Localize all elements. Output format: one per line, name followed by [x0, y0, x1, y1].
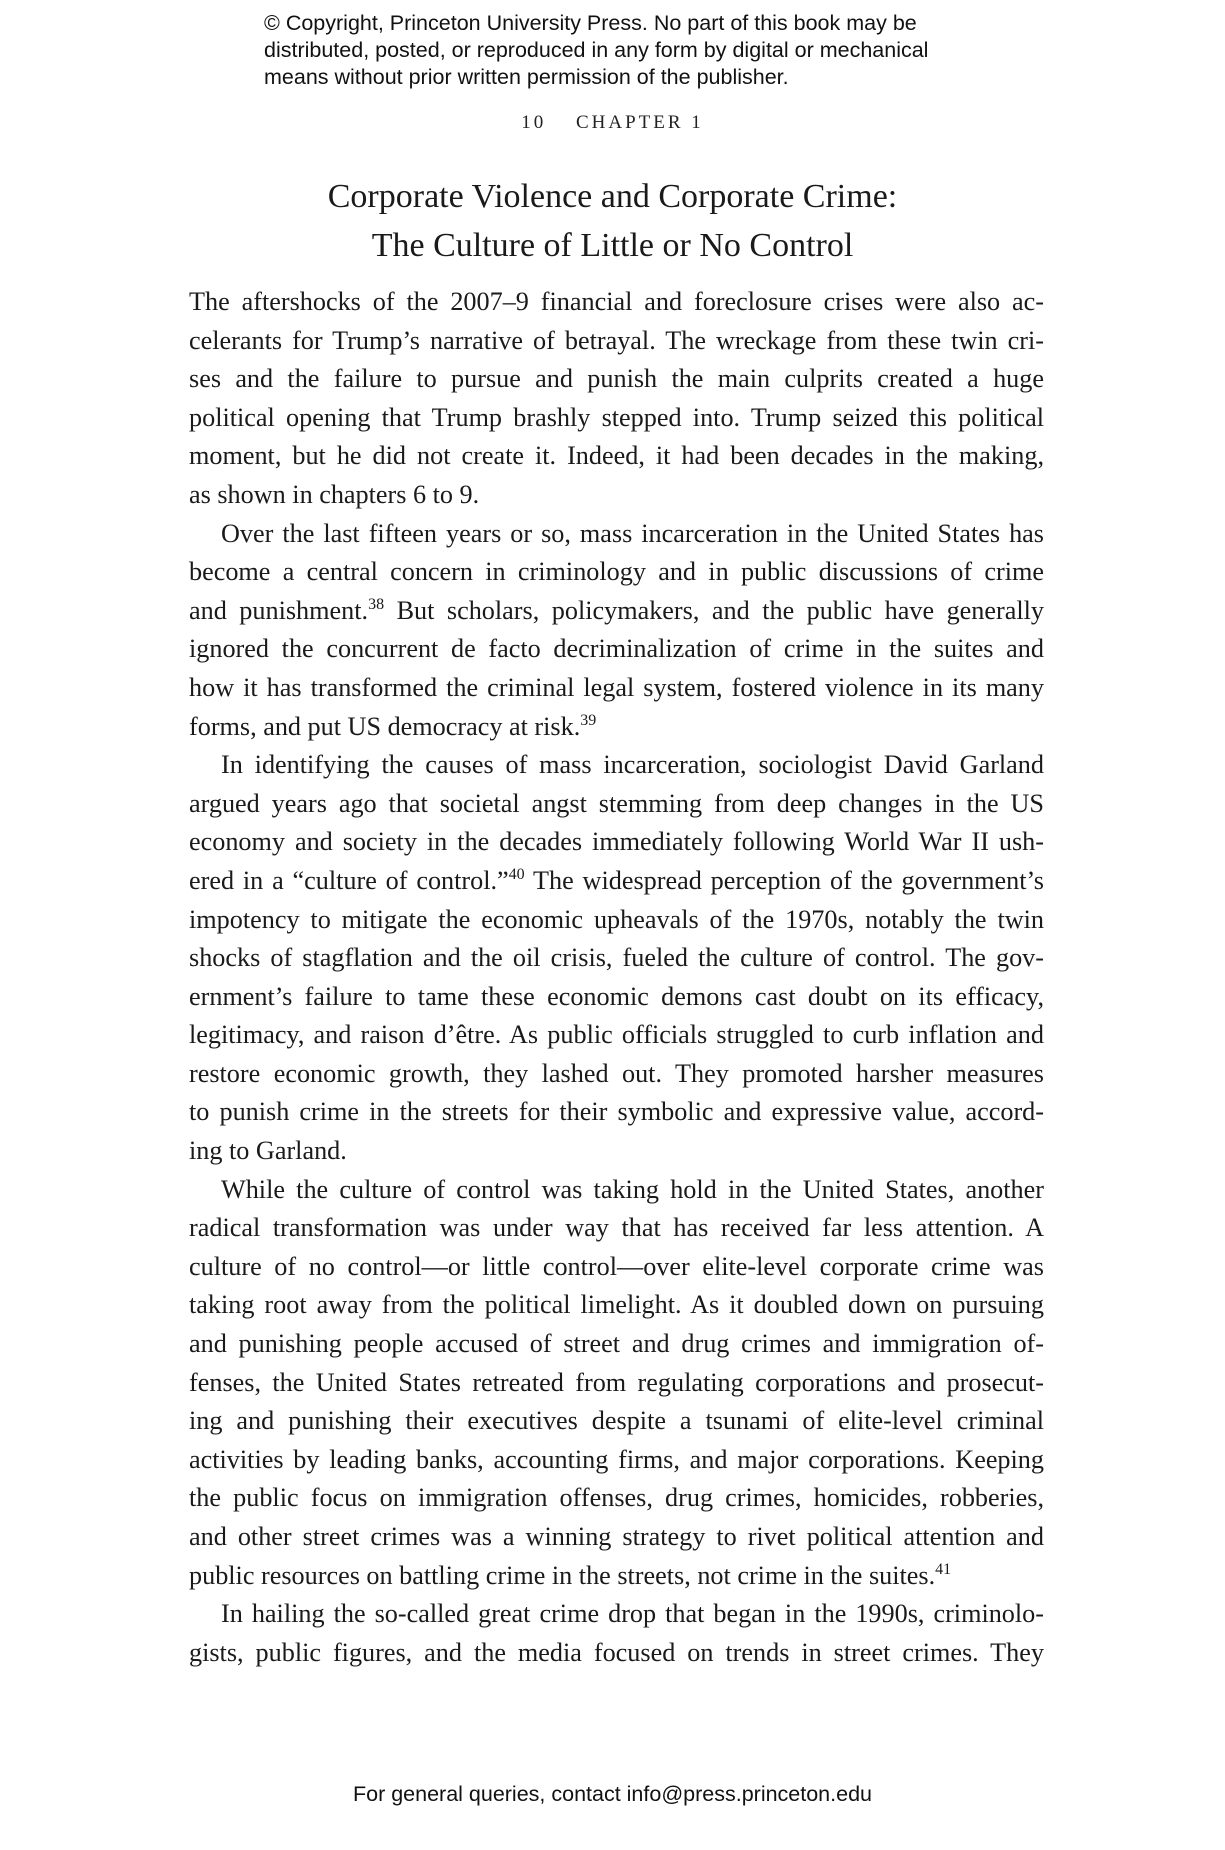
text-segment: ered in a “culture of control.” [189, 865, 509, 895]
copyright-line: distributed, posted, or reproduced in any form by digital or mechanical [264, 38, 929, 62]
text-line: and punishing people accused of street and drug crimes and immigration of- [189, 1329, 1044, 1359]
text-line: legitimacy, and raison d’être. As public officials struggled to curb inflation and [189, 1020, 1044, 1050]
text-line: culture of no control—or little control—over elite-level corporate crime was [189, 1251, 1044, 1281]
footnote-ref: 38 [368, 595, 385, 613]
text-line: Over the last fifteen years or so, mass incarceration in the United States has [221, 518, 1044, 548]
paragraph [189, 283, 1044, 515]
text-line: ignored the concurrent de facto decriminalization of crime in the suites and [189, 634, 1044, 664]
text-line [189, 1557, 1044, 1596]
text-line: as shown in chapters 6 to 9. [189, 479, 480, 509]
text-line: shocks of stagflation and the oil crisis, fueled the culture of control. The gov- [189, 943, 1044, 973]
text-line [189, 592, 1044, 631]
section-title [0, 172, 1225, 270]
text-line: ing to Garland. [189, 1136, 347, 1166]
text-line: the public focus on immigration offenses, drug crimes, homicides, robberies, [189, 1483, 1044, 1513]
text-line: impotency to mitigate the economic upheavals of the 1970s, notably the twin [189, 904, 1044, 934]
text-line: ing and punishing their executives despite a tsunami of elite-level criminal [189, 1406, 1044, 1436]
text-line: and other street crimes was a winning strategy to rivet political attention and [189, 1522, 1044, 1551]
copyright-line: means without prior written permission of the publisher. [264, 65, 789, 89]
chapter-label: CHAPTER 1 [575, 112, 704, 133]
text-segment: But scholars, policymakers, and the public have generally [384, 595, 1044, 625]
text-line: ernment’s failure to tame these economic demons cast doubt on its efficacy, [189, 981, 1044, 1011]
text-line: fenses, the United States retreated from regulating corporations and prosecut- [189, 1367, 1044, 1397]
text-line: economy and society in the decades immediately following World War II ush- [189, 827, 1044, 857]
paragraph [189, 1595, 1044, 1672]
text-line: become a central concern in criminology and in public discussions of crime [189, 557, 1044, 587]
text-line: celerants for Trump’s narrative of betrayal. The wreckage from these twin cri- [189, 325, 1044, 355]
text-segment: and punishment. [189, 595, 369, 625]
footnote-ref: 39 [580, 711, 597, 729]
footnote-ref: 40 [508, 865, 525, 883]
copyright-line: © Copyright, Princeton University Press. No part of this book may be [264, 11, 917, 35]
text-line: argued years ago that societal angst stemming from deep changes in the US [189, 788, 1044, 818]
text-line: The aftershocks of the 2007–9 financial and foreclosure crises were also ac- [189, 287, 1044, 316]
text-line: political opening that Trump brashly stepped into. Trump seized this political [189, 402, 1044, 432]
text-line: activities by leading banks, accounting firms, and major corporations. Keeping [189, 1444, 1044, 1474]
footer-contact: For general queries, contact info@press.princeton.edu [352, 1782, 872, 1806]
text-line: moment, but he did not create it. Indeed, it had been decades in the making, [189, 441, 1044, 471]
text-line: In identifying the causes of mass incarceration, sociologist David Garland [221, 750, 1044, 780]
text-segment: The widespread perception of the government’s [524, 865, 1044, 895]
text-segment: public resources on battling crime in the streets, not crime in the suites. [189, 1560, 936, 1590]
footnote-ref: 41 [935, 1560, 952, 1578]
text-segment: forms, and put US democracy at risk. [189, 711, 581, 741]
text-line: restore economic growth, they lashed out. They promoted harsher measures [189, 1058, 1044, 1088]
paragraph [189, 746, 1044, 1171]
paragraph [189, 515, 1044, 747]
text-line: how it has transformed the criminal legal system, fostered violence in its many [189, 672, 1044, 702]
copyright-notice [264, 10, 984, 91]
text-line: taking root away from the political limelight. As it doubled down on pursuing [189, 1290, 1044, 1320]
text-line: In hailing the so-called great crime drop that began in the 1990s, criminolo- [221, 1599, 1044, 1629]
text-line: to punish crime in the streets for their symbolic and expressive value, accord- [189, 1097, 1044, 1127]
text-line: While the culture of control was taking hold in the United States, another [221, 1174, 1044, 1204]
text-line [189, 708, 1044, 747]
text-line: radical transformation was under way that has received far less attention. A [189, 1213, 1044, 1243]
text-line: ses and the failure to pursue and punish the main culprits created a huge [189, 364, 1044, 394]
section-title-line: Corporate Violence and Corporate Crime: [327, 178, 898, 215]
body-text [189, 283, 1044, 1672]
paragraph [189, 1171, 1044, 1596]
text-line: gists, public figures, and the media focused on trends in street crimes. They [189, 1637, 1044, 1667]
section-title-line: The Culture of Little or No Control [371, 227, 854, 264]
page-number: 10 [521, 112, 547, 133]
running-head [0, 112, 1225, 134]
text-line [189, 862, 1044, 901]
